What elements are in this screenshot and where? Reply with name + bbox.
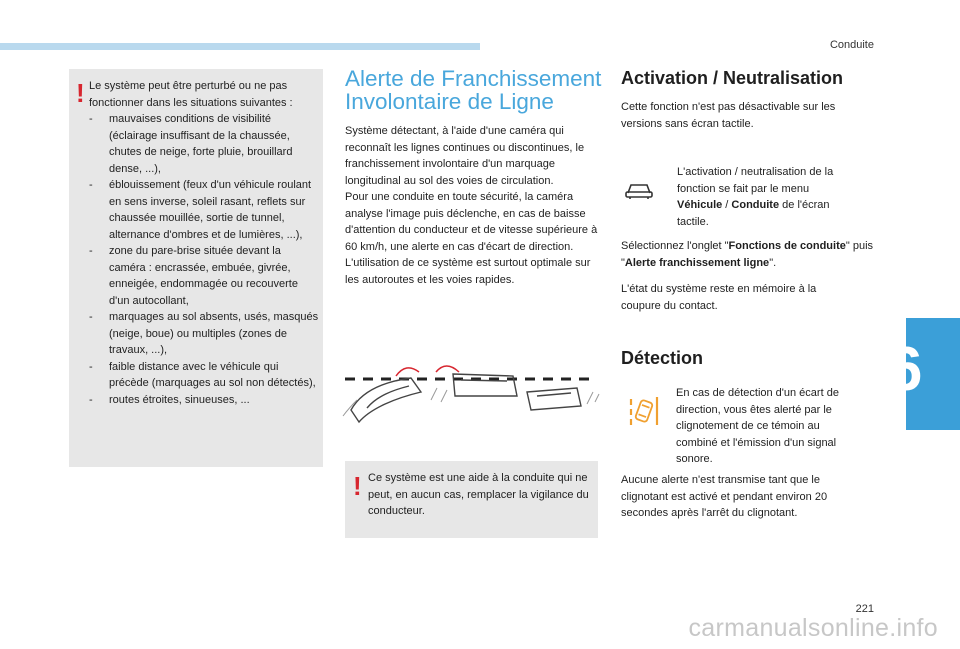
warning-intro: Le système peut être perturbé ou ne pas fonctionner dans les situations suivantes : [89, 80, 293, 109]
list-item: - mauvaises conditions de visibilité (éclairage insuffisant de la chaussée, chutes de neige, forte pluie, brouillard dense, ...), [89, 111, 319, 177]
body-paragraph: Système détectant, à l'aide d'une caméra qui reconnaît les lignes continues ou discontinues, le franchissement involontaire d'un marquage longitudinal au sol des voies de circulation. [345, 125, 585, 187]
condition-list [89, 111, 319, 408]
memory-text: L'état du système reste en mémoire à la coupure du contact. [621, 283, 817, 312]
list-item: - routes étroites, sinueuses, ... [89, 392, 319, 409]
exclamation-icon: ! [353, 471, 362, 501]
middle-warning-text: Ce système est une aide à la conduite qui ne peut, en aucun cas, remplacer la vigilance du conducteur. [368, 472, 589, 517]
menu-vehicule: Véhicule [677, 199, 723, 211]
activation-menu-text: L'activation / neutralisation de la fonction se fait par le menu Véhicule / Conduite de l'écran tactile. [677, 166, 834, 228]
page-number: 221 [855, 603, 874, 615]
activation-intro: Cette fonction n'est pas désactivable sur les versions sans écran tactile. [621, 101, 836, 130]
chapter-number: 6 [888, 335, 923, 404]
activation-heading: Activation / Neutralisation [621, 68, 844, 88]
left-warning-box [69, 69, 323, 467]
section-label: Conduite [829, 39, 874, 51]
lane-departure-illustration [341, 352, 601, 432]
middle-warning-box [345, 461, 598, 538]
menu-conduite: Conduite [731, 199, 780, 211]
select-tab-text: Sélectionnez l'onglet "Fonctions de conduite" puis "Alerte franchissement ligne". [621, 240, 874, 269]
page-title: Alerte de Franchissement Involontaire de Ligne [345, 66, 602, 114]
body-paragraph: Pour une conduite en toute sécurité, la caméra analyse l'image puis déclenche, en cas de baisse d'attention du conducteur et de vitesse supérieure à 60 km/h, une alerte en cas d'écart de direction. [345, 191, 598, 253]
list-item: - faible distance avec le véhicule qui précède (marquages au sol non détectés), [89, 359, 319, 392]
watermark: carmanualsonline.info [688, 614, 938, 642]
body-paragraph: L'utilisation de ce système est surtout optimale sur les autoroutes et les voies rapides. [345, 257, 591, 286]
car-icon [624, 181, 654, 201]
header-bar [0, 43, 480, 50]
detection-note-text: Aucune alerte n'est transmise tant que le clignotant est activé et pendant environ 20 secondes après l'arrêt du clignotant. [621, 474, 828, 519]
list-item: - zone du pare-brise située devant la caméra : encrassée, embuée, givrée, enneigée, endommagée ou recouverte d'un autocollant, [89, 243, 319, 309]
detection-alert-text: En cas de détection d'un écart de direction, vous êtes alerté par le clignotement de ce témoin au combiné et l'émission d'un signal sonore. [676, 387, 839, 465]
lane-departure-icon [627, 393, 661, 427]
detection-heading: Détection [621, 348, 704, 368]
list-item: - éblouissement (feux d'un véhicule roulant en sens inverse, soleil rasant, reflets sur chaussée mouillée, sortie de tunnel, alternance d'ombres et de lumières, ...), [89, 177, 319, 243]
exclamation-icon: ! [76, 78, 85, 108]
middle-body [345, 123, 603, 288]
list-item: - marquages au sol absents, usés, masqués (neige, boue) ou multiples (zones de travaux, ...), [89, 309, 319, 359]
left-warning-text [89, 78, 319, 408]
